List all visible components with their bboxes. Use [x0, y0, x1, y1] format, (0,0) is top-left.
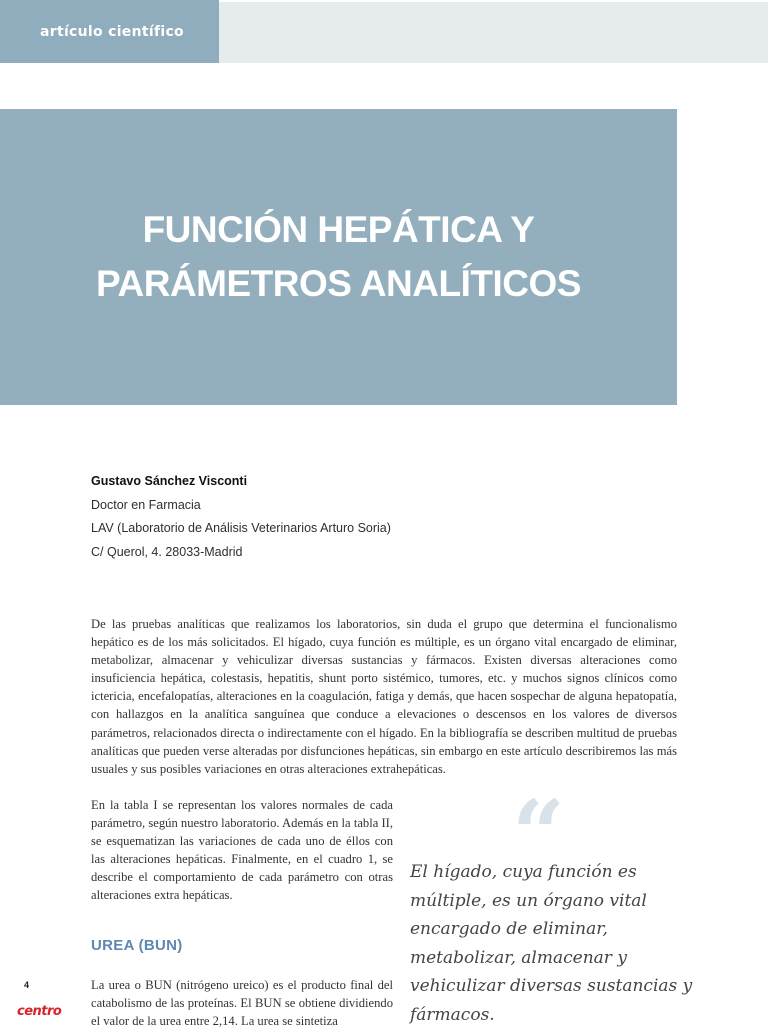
page-number: 4: [24, 980, 30, 990]
section-label: artículo científico: [0, 0, 219, 63]
title-banner: [0, 109, 677, 405]
pull-quote: El hígado, cuya función es múltiple, es un órgano vital encargado de eliminar, metabolizar, almacenar y vehiculizar diversas sustancias y fármacos.: [410, 862, 693, 1025]
urea-paragraph: La urea o BUN (nitrógeno ureico) es el producto final del catabolismo de las proteínas. El BUN se obtiene dividiendo el valor de la urea entre 2,14. La urea se sintetiza: [91, 978, 393, 1029]
article-title-line-1: FUNCIÓN HEPÁTICA Y: [142, 209, 535, 250]
author-block: [91, 470, 391, 564]
article-title-line-2: PARÁMETROS ANALÍTICOS: [96, 263, 581, 304]
section-heading-urea: UREA (BUN): [91, 937, 183, 954]
author-role: Doctor en Farmacia: [91, 497, 201, 512]
header-strip: [219, 2, 768, 63]
intro-paragraph: De las pruebas analíticas que realizamos los laboratorios, sin duda el grupo que determina el funcionalismo hepático es de los más solicitados. El hígado, cuya función es múltiple, es un órgano vital encargado de eliminar, metabolizar, almacenar y vehiculizar diversas sustancias y fármacos. Existen diversas alteraciones como insuficiencia hepática, colestasis, hepatitis, shunt porto sistémico, tumores, etc. y muchos signos clínicos como ictericia, encefalopatías, alteraciones en la coagulación, fatiga y demás, que hacen sospechar de alguna hepatopatía, con hallazgos en la analítica sanguínea que conduce a elevaciones o descensos en los valores de diversos parámetros, relacionados directa o indirectamente con el hígado. En la bibliografía se describen multitud de pruebas analíticas que pueden verse alteradas por disfunciones hepáticas, sin embargo en este artículo describiremos las más usuales y sus posibles variaciones en otras alteraciones extrahepáticas.: [91, 617, 677, 776]
author-address: C/ Querol, 4. 28033-Madrid: [91, 544, 243, 559]
quote-mark-icon: “: [512, 780, 565, 888]
author-name: Gustavo Sánchez Visconti: [91, 474, 248, 488]
tables-paragraph: En la tabla I se representan los valores normales de cada parámetro, según nuestro laboratorio. Además en la tabla II, se esquematizan las variaciones de cada uno de éllos con las alteraciones hepáticas. Finalmente, en el cuadro 1, se describe el comportamiento de cada parámetro con otras alteraciones extra hepáticas.: [91, 798, 393, 903]
author-affiliation: LAV (Laboratorio de Análisis Veterinarios Arturo Soria): [91, 521, 391, 535]
magazine-logo: centro: [17, 1004, 62, 1019]
